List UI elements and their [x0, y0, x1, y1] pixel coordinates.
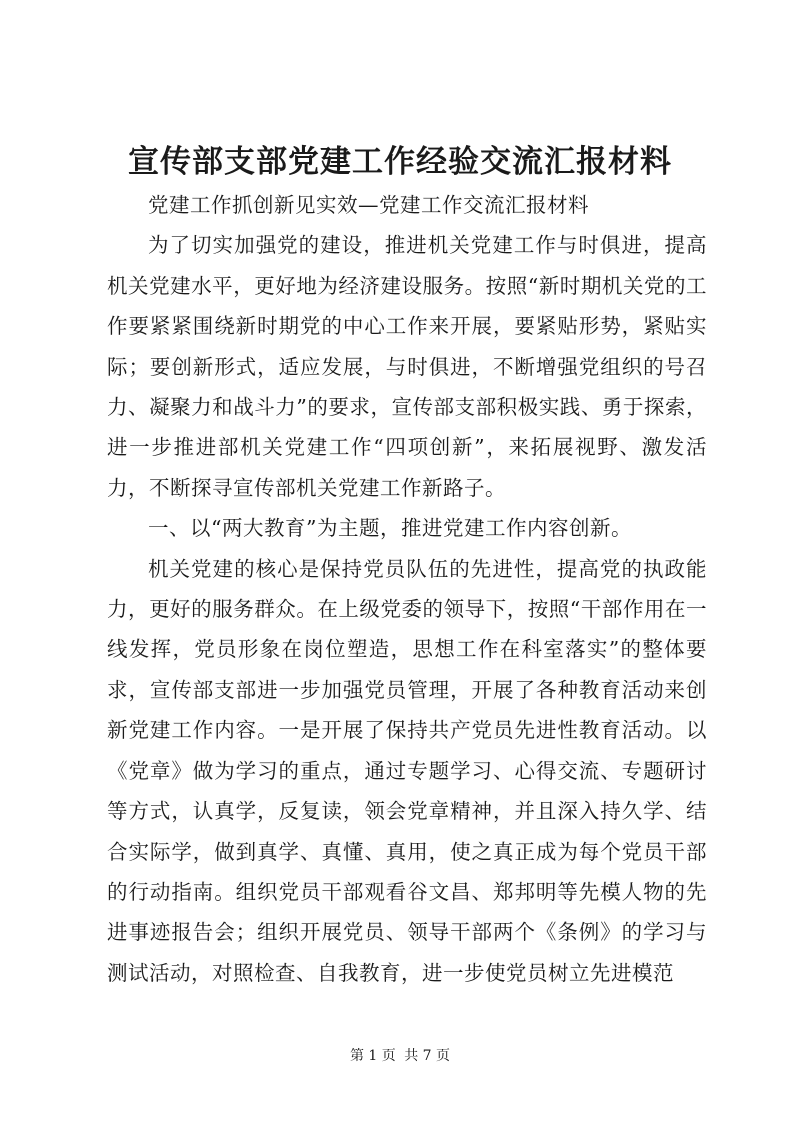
document-title: 宣传部支部党建工作经验交流汇报材料 — [128, 144, 672, 180]
page-number: 第 1 页 — [349, 1048, 396, 1064]
section-heading: 一、以“两大教育”为主题，推进党建工作内容创新。 — [148, 516, 632, 541]
page-total: 共 7 页 — [404, 1048, 451, 1064]
document-body — [107, 185, 707, 993]
page-footer — [0, 1046, 800, 1066]
intro-paragraph: 为了切实加强党的建设，推进机关党建工作与时俱进，提高机关党建水平，更好地为经济建设服务。按照“新时期机关党的工作要紧紧围绕新时期党的中心工作来开展，要紧贴形势，紧贴实际；要创新形式，适应发展，与时俱进，不断增强党组织的号召力、凝聚力和战斗力”的要求，宣传部支部积极实践、勇于探索，进一步推进部机关党建工作“四项创新”，来拓展视野、激发活力，不断探寻宣传部机关党建工作新路子。 — [107, 233, 707, 500]
section-paragraph: 机关党建的核心是保持党员队伍的先进性，提高党的执政能力，更好的服务群众。在上级党委的领导下，按照“干部作用在一线发挥，党员形象在岗位塑造，思想工作在科室落实”的整体要求，宣传部支部进一步加强党员管理，开展了各种教育活动来创新党建工作内容。一是开展了保持共产党员先进性教育活动。以《党章》做为学习的重点，通过专题学习、心得交流、专题研讨等方式，认真学，反复读，领会党章精神，并且深入持久学、结合实际学，做到真学、真懂、真用，使之真正成为每个党员干部的行动指南。组织党员干部观看谷文昌、郑邦明等先模人物的先进事迹报告会；组织开展党员、领导干部两个《条例》的学习与测试活动，对照检查、自我教育，进一步使党员树立先进模范 — [107, 556, 707, 985]
subtitle-paragraph: 党建工作抓创新见实效—党建工作交流汇报材料 — [148, 193, 589, 217]
